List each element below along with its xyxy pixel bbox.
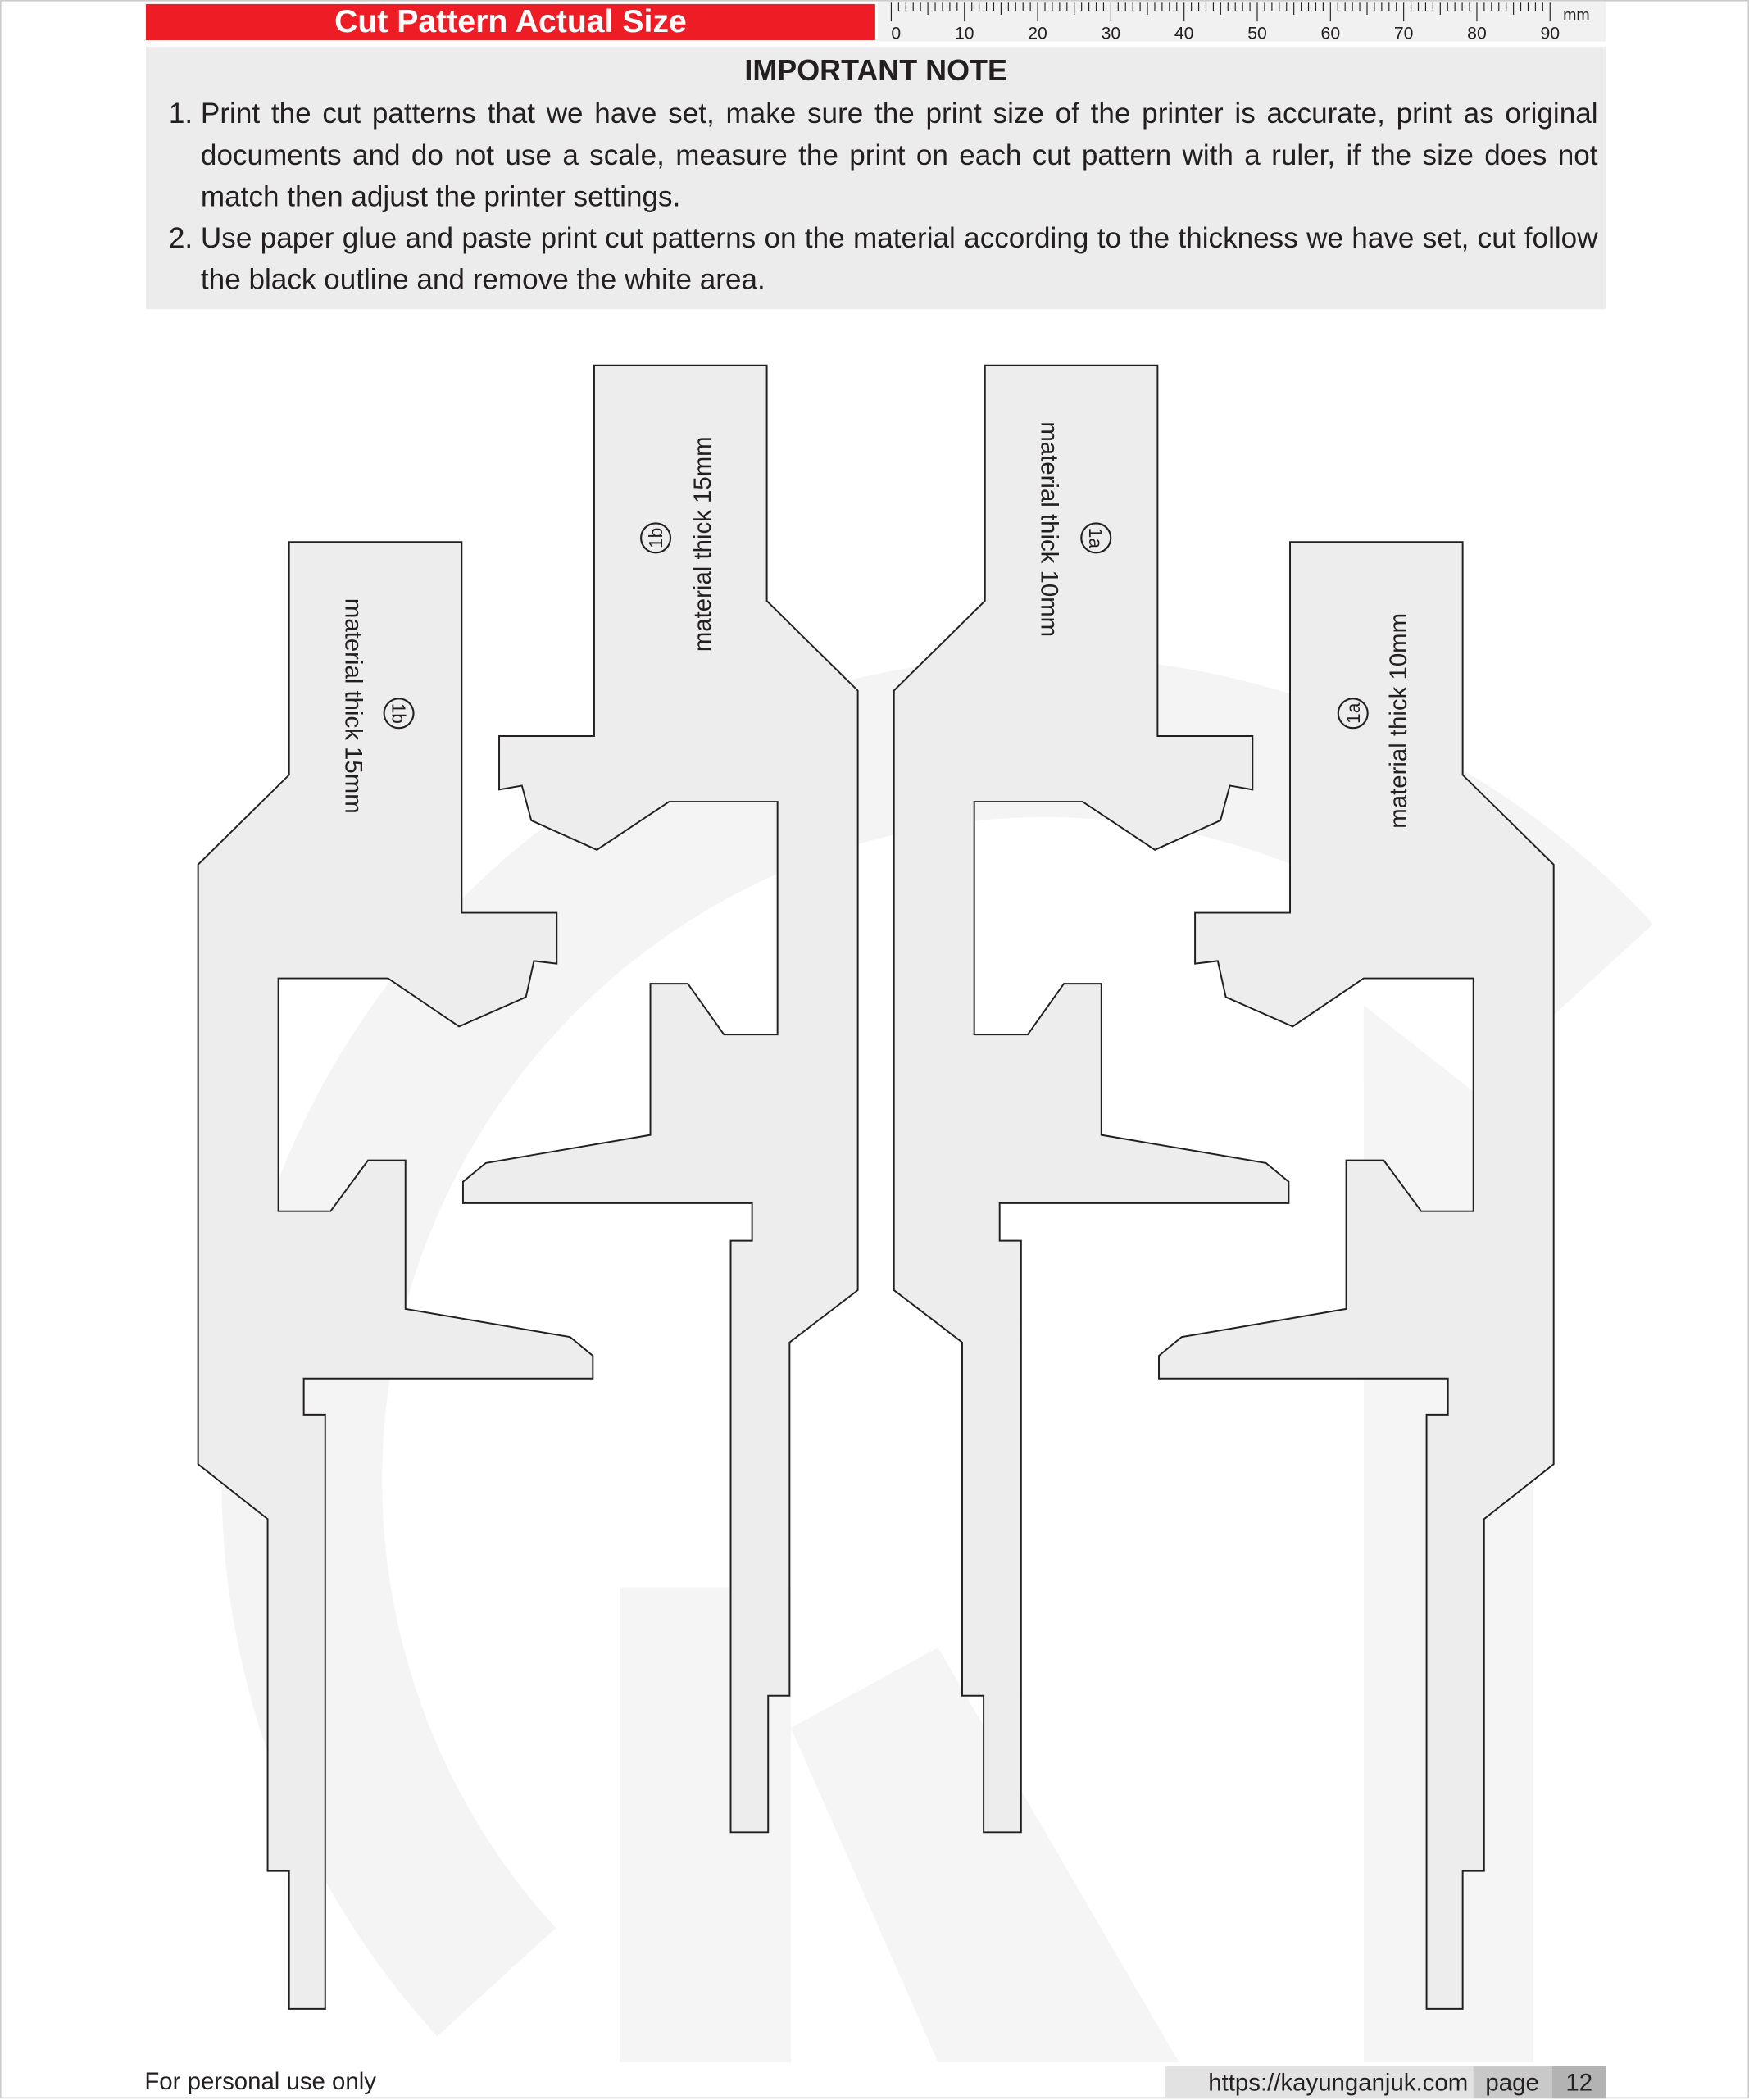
svg-text:1a: 1a	[1342, 702, 1364, 724]
cut-pattern-1a-upper	[894, 366, 1289, 1833]
ruler-label: 60	[1320, 24, 1341, 42]
ruler-label: 0	[891, 24, 902, 42]
svg-text:1b: 1b	[645, 527, 667, 549]
pattern-id-badge	[1338, 698, 1368, 728]
pattern-label: material thick 10mm	[1035, 421, 1063, 638]
note-heading: IMPORTANT NOTE	[744, 53, 1007, 88]
page-number: 12	[1552, 2066, 1606, 2098]
ruler-label: 30	[1101, 24, 1121, 42]
page-indicator	[1474, 2066, 1606, 2098]
note-item: 2. Use paper glue and paste print cut patterns on the material according to the thickness we have set, cut follow the black outline and remove the white area.	[201, 218, 1598, 301]
svg-text:1a: 1a	[1085, 527, 1107, 549]
ruler-label: 70	[1393, 24, 1414, 42]
page-label: page	[1485, 2069, 1539, 2096]
ruler-label: 20	[1028, 24, 1047, 42]
pattern-label: material thick 15mm	[689, 436, 717, 652]
ruler-label: 40	[1174, 24, 1194, 42]
ruler-label: 90	[1540, 24, 1560, 42]
svg-text:1b: 1b	[388, 702, 410, 724]
pattern-id-badge	[384, 698, 414, 728]
pattern-id-badge	[641, 523, 670, 552]
ruler-label: 80	[1467, 24, 1487, 42]
cut-patterns	[2, 2, 1749, 2100]
footer-disclaimer: For personal use only	[144, 2067, 376, 2095]
pattern-label: material thick 10mm	[1385, 612, 1413, 829]
ruler-label: 10	[954, 24, 974, 42]
ruler-label: 50	[1247, 24, 1267, 42]
pattern-label: material thick 15mm	[339, 598, 367, 814]
note-item: 1. Print the cut patterns that we have set, make sure the print size of the printer is accurate, print as original documents and do not use a scale, measure the print on each cut pattern with a ruler, if the size does not match then adjust the printer settings.	[201, 93, 1598, 218]
page-title: Cut Pattern Actual Size	[146, 4, 875, 40]
footer-url-link[interactable]: https://kayunganjuk.com	[1165, 2066, 1476, 2098]
pattern-id-badge	[1081, 523, 1111, 552]
ruler-unit: mm	[1563, 6, 1590, 25]
